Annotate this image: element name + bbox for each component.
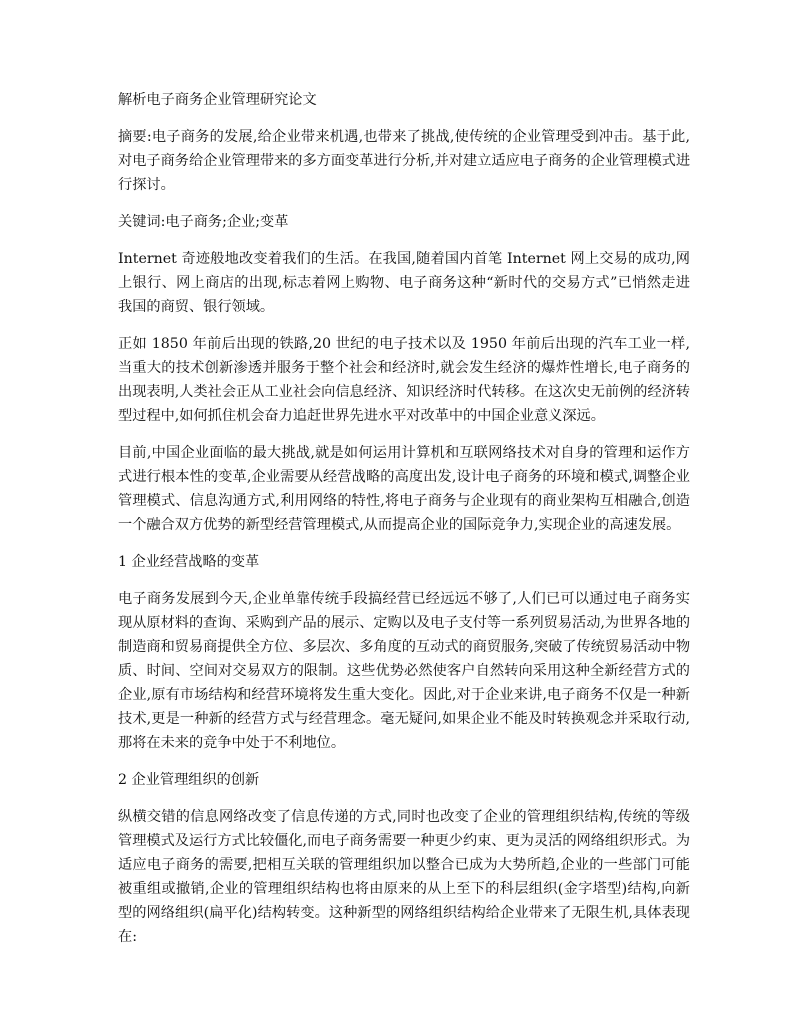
document-title: 解析电子商务企业管理研究论文 xyxy=(118,92,317,108)
keywords-line: 关键词:电子商务;企业;变革 xyxy=(118,214,289,230)
section-paragraph: 电子商务发展到今天,企业单靠传统手段搞经营已经远远不够了,人们已可以通过电子商务实现从原材料的查询、采购到产品的展示、定购以及电子支付等一系列贸易活动,为世界各地的制造商和贸易商提供全方位、多层次、多角度的互动式的商贸服务,突破了传统贸易活动中物质、时间、空间对交易双方的限制。这些优势必然使客户自然转向采用这种全新经营方式的企业,原有市场结构和经营环境将发生重大变化。因此,对于企业来讲,电子商务不仅是一种新技术,更是一种新的经营方式与经营理念。毫无疑问,如果企业不能及时转换观念并采取行动,那将在未来的竞争中处于不利地位。 xyxy=(118,591,691,751)
body-paragraph: 目前,中国企业面临的最大挑战,就是如何运用计算机和互联网络技术对自身的管理和运作方式进行根本性的变革,企业需要从经营战略的高度出发,设计电子商务的环境和模式,调整企业管理模式、信息沟通方式,利用网络的特性,将电子商务与企业现有的商业架构互相融合,创造一个融合双方优势的新型经营管理模式,从而提高企业的国际竞争力,实现企业的高速发展。 xyxy=(118,445,690,533)
section-heading: 1 企业经营战略的变革 xyxy=(118,554,260,570)
body-paragraph: 正如 1850 年前后出现的铁路,20 世纪的电子技术以及 1950 年前后出现的汽车工业一样,当重大的技术创新渗透并服务于整个社会和经济时,就会发生经济的爆炸性增长,电子商务的出现表明,人类社会正从工业社会向信息经济、知识经济时代转移。在这次史无前例的经济转型过程中,如何抓住机会奋力追赶世界先进水平对改革中的中国企业意义深远。 xyxy=(118,336,691,424)
abstract-paragraph: 摘要:电子商务的发展,给企业带来机遇,也带来了挑战,使传统的企业管理受到冲击。基于此,对电子商务给企业管理带来的多方面变革进行分析,并对建立适应电子商务的企业管理模式进行探讨。 xyxy=(118,129,691,193)
document-body xyxy=(118,88,690,962)
section-paragraph: 纵横交错的信息网络改变了信息传递的方式,同时也改变了企业的管理组织结构,传统的等级管理模式及运行方式比较僵化,而电子商务需要一种更少约束、更为灵活的网络组织形式。为适应电子商务的需要,把相互关联的管理组织加以整合已成为大势所趋,企业的一些部门可能被重组或撤销,企业的管理组织结构也将由原来的从上至下的科层组织(金字塔型)结构,向新型的网络组织(扁平化)结构转变。这种新型的网络组织结构给企业带来了无限生机,具体表现在: xyxy=(118,809,691,945)
body-paragraph: Internet 奇迹般地改变着我们的生活。在我国,随着国内首笔 Internet 网上交易的成功,网上银行、网上商店的出现,标志着网上购物、电子商务这种“新时代的交易方式”已悄然走进我国的商贸、银行领域。 xyxy=(118,251,690,315)
section-heading: 2 企业管理组织的创新 xyxy=(118,772,260,788)
